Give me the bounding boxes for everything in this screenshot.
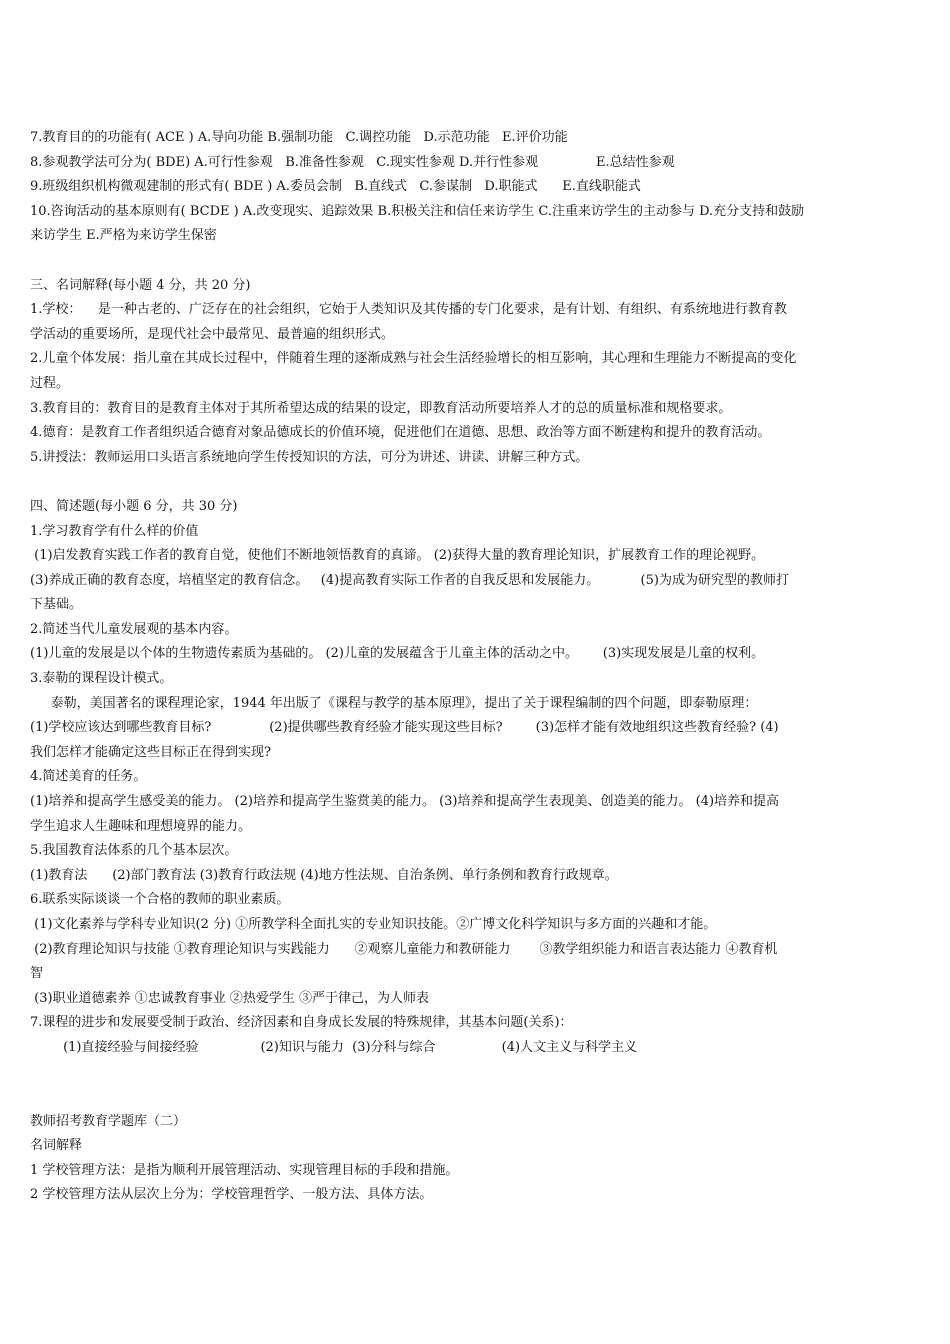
short-q6-answer-line4: (3)职业道德素养 ①忠诚教育事业 ②热爱学生 ③严于律己，为人师表 bbox=[30, 990, 429, 1006]
choice-q10-line1: 10.咨询活动的基本原则有( BCDE ) A.改变现实、追踪效果 B.积极关注和信任来访学生 C.注重来访学生的主动参与 D.充分支持和鼓励 bbox=[30, 203, 805, 219]
short-q3-answer-line3: 我们怎样才能确定这些目标正在得到实现? bbox=[30, 744, 271, 760]
short-q4: 4.简述美育的任务。 bbox=[30, 769, 147, 785]
short-q1-answer-line3: 下基础。 bbox=[30, 597, 83, 613]
short-q3: 3.泰勒的课程设计模式。 bbox=[30, 671, 173, 687]
term-moral-education: 4.德育：是教育工作者组织适合德育对象品德成长的价值环境，促进他们在道德、思想、政治等方面不断建构和提升的教育活动。 bbox=[30, 425, 771, 441]
short-q3-answer-line1: 泰勒，美国著名的课程理论家，1944 年出版了《课程与教学的基本原理》，提出了关于课程编制的四个问题，即泰勒原理： bbox=[30, 695, 758, 711]
term-education-aim: 3.教育目的：教育目的是教育主体对于其所希望达成的结果的设定，即教育活动所要培养人才的总的质量标准和规格要求。 bbox=[30, 400, 732, 416]
short-q6-answer-line3: 智 bbox=[30, 966, 44, 982]
term-child-development-line2: 过程。 bbox=[30, 375, 70, 391]
short-answer-section bbox=[30, 495, 890, 1061]
question-bank-subtitle: 名词解释 bbox=[30, 1138, 83, 1154]
term-definitions-section bbox=[30, 274, 890, 471]
short-q2: 2.简述当代儿童发展观的基本内容。 bbox=[30, 621, 238, 637]
short-q7: 7.课程的进步和发展要受制于政治、经济因素和自身成长发展的特殊规律，其基本问题(关系)： bbox=[30, 1015, 573, 1031]
bank-term-1: 1 学校管理方法：是指为顺利开展管理活动、实现管理目标的手段和措施。 bbox=[30, 1162, 459, 1178]
question-bank-section bbox=[30, 1110, 890, 1208]
short-q4-answer-line2: 学生追求人生趣味和理想境界的能力。 bbox=[30, 818, 252, 834]
choice-q7: 7.教育目的的功能有( ACE ) A.导向功能 B.强制功能 C.调控功能 D.示范功能 E.评价功能 bbox=[30, 130, 568, 145]
choice-q10-line2: 来访学生 E.严格为来访学生保密 bbox=[30, 228, 217, 244]
bank-term-2: 2 学校管理方法从层次上分为：学校管理哲学、一般方法、具体方法。 bbox=[30, 1187, 433, 1203]
document-page bbox=[30, 126, 890, 1208]
short-q6-answer-line1: (1)文化素养与学科专业知识(2 分) ①所教学科全面扎实的专业知识技能。②广博文化科学知识与多方面的兴趣和才能。 bbox=[30, 917, 717, 932]
question-bank-title: 教师招考教育学题库（二） bbox=[30, 1113, 187, 1129]
term-child-development-line1: 2.儿童个体发展：指儿童在其成长过程中，伴随着生理的逐渐成熟与社会生活经验增长的相互影响，其心理和生理能力不断提高的变化 bbox=[30, 351, 797, 367]
short-q1: 1.学习教育学有什么样的价值 bbox=[30, 523, 199, 539]
short-q3-answer-line2: (1)学校应该达到哪些教育目标? (2)提供哪些教育经验才能实现这些目标? (3)怎样才能有效地组织这些教育经验? (4) bbox=[30, 720, 779, 736]
short-q2-answer: (1)儿童的发展是以个体的生物遗传素质为基础的。 (2)儿童的发展蕴含于儿童主体的活动之中。 (3)实现发展是儿童的权利。 bbox=[30, 646, 765, 662]
section-heading-short-answer: 四、简述题(每小题 6 分，共 30 分) bbox=[30, 498, 238, 514]
short-q4-answer-line1: (1)培养和提高学生感受美的能力。 (2)培养和提高学生鉴赏美的能力。 (3)培养和提高学生表现美、创造美的能力。 (4)培养和提高 bbox=[30, 794, 780, 810]
short-q6-answer-line2: (2)教育理论知识与技能 ①教育理论知识与实践能力 ②观察儿童能力和教研能力 ③教学组织能力和语言表达能力 ④教育机 bbox=[30, 941, 778, 957]
short-q1-answer-line2: (3)养成正确的教育态度，培植坚定的教育信念。 (4)提高教育实际工作者的自我反思和发展能力。 (5)为成为研究型的教师打 bbox=[30, 572, 789, 588]
section-heading-terms: 三、名词解释(每小题 4 分，共 20 分) bbox=[30, 277, 251, 293]
term-school-line1: 1.学校： 是一种古老的、广泛存在的社会组织，它始于人类知识及其传播的专门化要求，是有计划、有组织、有系统地进行教育教 bbox=[30, 302, 787, 318]
term-lecture-method: 5.讲授法：教师运用口头语言系统地向学生传授知识的方法，可分为讲述、讲读、讲解三种方式。 bbox=[30, 449, 589, 465]
short-q1-answer-line1: (1)启发教育实践工作者的教育自觉，使他们不断地领悟教育的真谛。 (2)获得大量的教育理论知识，扩展教育工作的理论视野。 bbox=[30, 548, 765, 564]
short-q6: 6.联系实际谈谈一个合格的教师的职业素质。 bbox=[30, 892, 290, 908]
short-q5: 5.我国教育法体系的几个基本层次。 bbox=[30, 843, 238, 859]
short-q5-answer: (1)教育法 (2)部门教育法 (3)教育行政法规 (4)地方性法规、自治条例、单行条例和教育行政规章。 bbox=[30, 867, 618, 883]
short-q7-answer: (1)直接经验与间接经验 (2)知识与能力 (3)分科与综合 (4)人文主义与科学主义 bbox=[30, 1039, 638, 1055]
term-school-line2: 学活动的重要场所，是现代社会中最常见、最普遍的组织形式。 bbox=[30, 326, 395, 342]
choice-q8: 8.参观教学法可分为( BDE) A.可行性参观 B.准备性参观 C.现实性参观 D.并行性参观 E.总结性参观 bbox=[30, 154, 675, 170]
choice-q9: 9.班级组织机构微观建制的形式有( BDE ) A.委员会制 B.直线式 C.参谋制 D.职能式 E.直线职能式 bbox=[30, 179, 641, 195]
choice-questions-continued bbox=[30, 126, 890, 249]
